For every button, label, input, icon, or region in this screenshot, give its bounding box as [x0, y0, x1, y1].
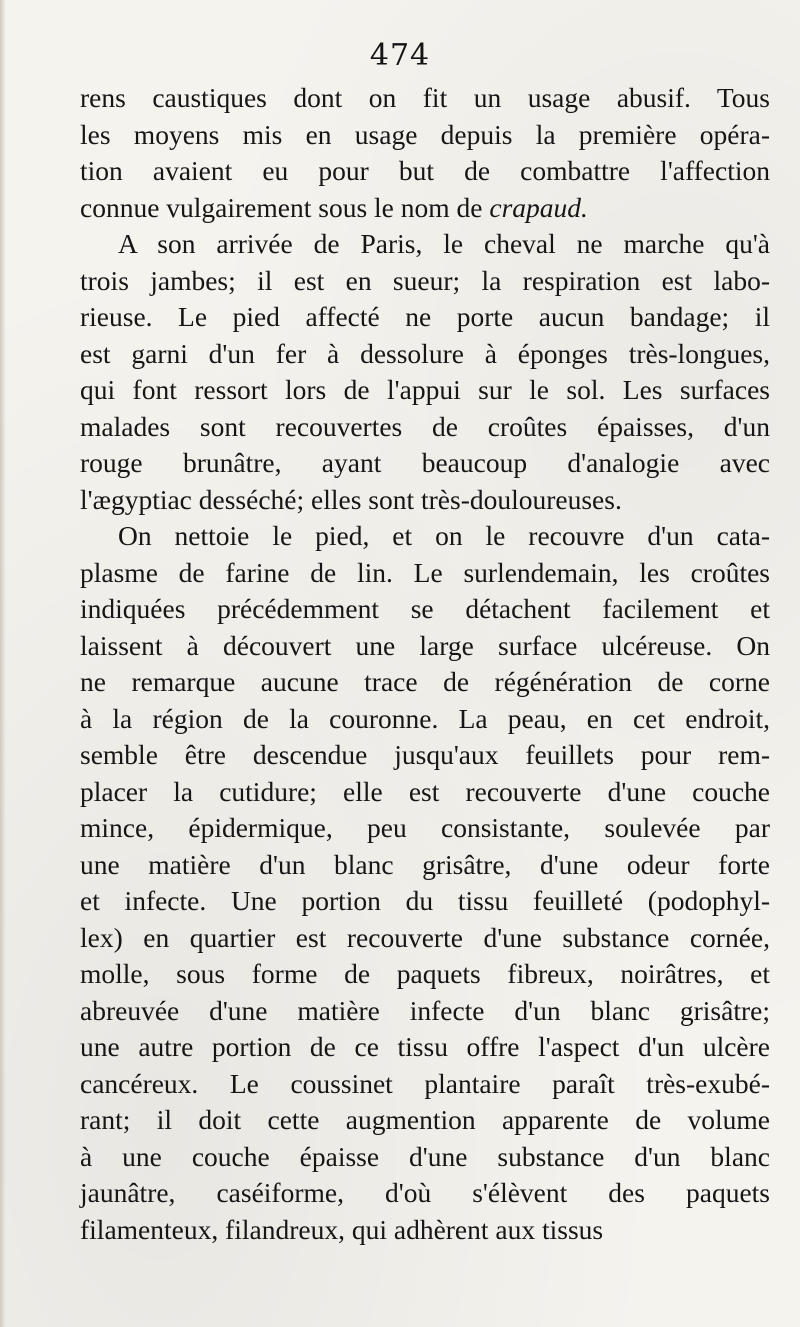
- text-line: molle, sous forme de paquets fibreux, noirâtres, et: [80, 958, 770, 989]
- text-line: indiquées précédemment se détachent facilement et: [80, 593, 770, 624]
- text-line: filamenteux, filandreux, qui adhèrent aux tissus: [80, 1213, 604, 1245]
- text-line: rieuse. Le pied affecté ne porte aucun bandage; il: [80, 301, 770, 332]
- text-line: ne remarque aucune trace de régénération de corne: [80, 666, 770, 697]
- page-number: 474: [369, 38, 431, 73]
- text-line: cancéreux. Le coussinet plantaire paraît très-exubé-: [80, 1067, 770, 1099]
- text-line: trois jambes; il est en sueur; la respiration est labo-: [80, 264, 770, 296]
- text-line: et infecte. Une portion du tissu feuilleté (podophyl-: [80, 885, 770, 916]
- text-line: placer la cutidure; elle est recouverte d'une couche: [80, 775, 770, 807]
- paragraph-first-line: A son arrivée de Paris, le cheval ne marche qu'à: [118, 228, 770, 259]
- text-line: jaunâtre, caséiforme, d'où s'élèvent des paquets: [80, 1177, 770, 1208]
- text-line: plasme de farine de lin. Le surlendemain, les croûtes: [80, 556, 770, 588]
- line-text: connue vulgairement sous le nom de: [80, 191, 483, 223]
- text-line: [80, 190, 770, 227]
- text-line: laissent à découvert une large surface ulcéreuse. On: [80, 629, 770, 661]
- text-line: rens caustiques dont on fit un usage abusif. Tous: [80, 82, 770, 113]
- text-line: lex) en quartier est recouverte d'une substance cornée,: [80, 921, 770, 953]
- text-line: l'ægyptiac desséché; elles sont très-douloureuses.: [80, 483, 622, 515]
- text-line: à la région de la couronne. La peau, en cet endroit,: [80, 702, 770, 734]
- text-line: semble être descendue jusqu'aux feuillets pour rem-: [80, 739, 770, 770]
- paragraph-first-line: On nettoie le pied, et on le recouvre d'un cata-: [118, 520, 770, 551]
- text-line: abreuvée d'une matière infecte d'un blanc grisâtre;: [80, 994, 770, 1026]
- text-line: mince, épidermique, peu consistante, soulevée par: [80, 812, 770, 843]
- text-line: tion avaient eu pour but de combattre l'affection: [80, 155, 770, 186]
- text-line: rouge brunâtre, ayant beaucoup d'analogie avec: [80, 447, 770, 478]
- body-text: [80, 80, 770, 1248]
- text-line: à une couche épaisse d'une substance d'un blanc: [80, 1140, 770, 1172]
- italic-term: crapaud.: [489, 191, 588, 223]
- text-line: une matière d'un blanc grisâtre, d'une odeur forte: [80, 848, 770, 880]
- text-line: est garni d'un fer à dessolure à éponges très-longues,: [80, 337, 770, 369]
- text-line: rant; il doit cette augmention apparente de volume: [80, 1104, 770, 1135]
- text-line: une autre portion de ce tissu offre l'aspect d'un ulcère: [80, 1031, 770, 1062]
- text-line: les moyens mis en usage depuis la première opéra-: [80, 118, 770, 150]
- text-line: qui font ressort lors de l'appui sur le sol. Les surfaces: [80, 374, 770, 405]
- text-line: malades sont recouvertes de croûtes épaisses, d'un: [80, 410, 770, 442]
- page-edge-shadow: [0, 0, 6, 1327]
